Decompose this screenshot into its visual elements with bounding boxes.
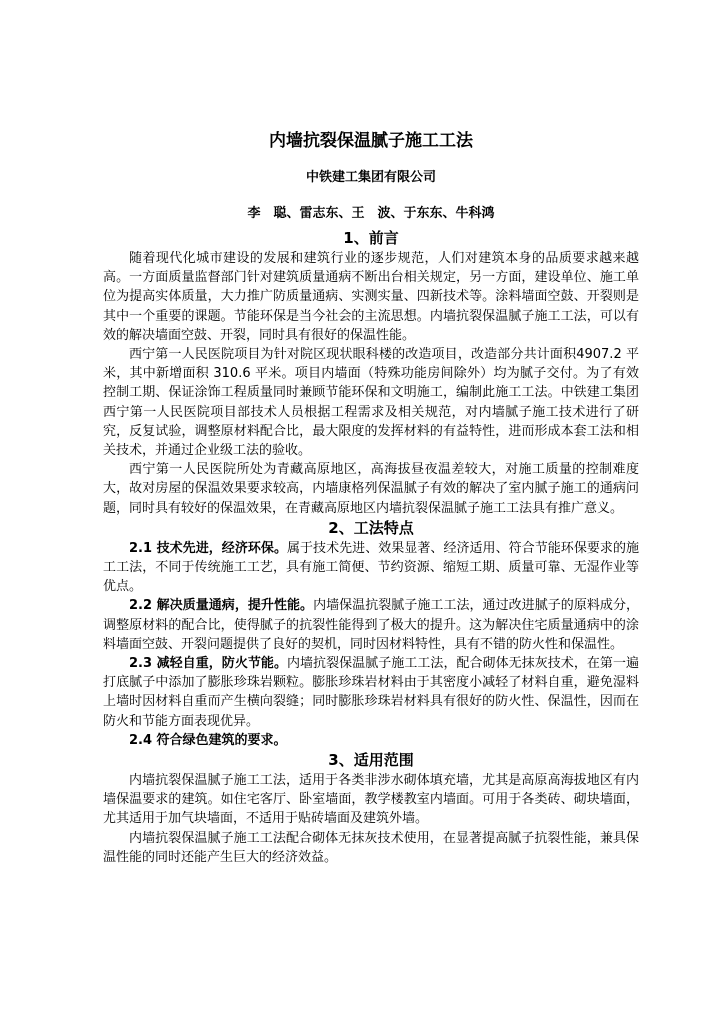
item-text: 内墙保温抗裂腻子施工工法，通过改进腻子的原料成分，调整原材料的配合比，使得腻子的抗裂性能得到了极大的提升。这为解决住宅质量通病中的涂料墙面空鼓、开裂问题提供了良好的契机，同时因材料特性，具有不错的防火性和保温性。 [103,598,639,652]
paragraph: 随着现代化城市建设的发展和建筑行业的逐步规范，人们对建筑本身的品质要求越来越高。一方面质量监督部门针对建筑质量通病不断出台相关规定，另一方面，建设单位、施工单位为提高实体质量，大力推广防质量通病、实测实量、四新技术等。涂料墙面空鼓、开裂则是其中一个重要的课题。节能环保是当今社会的主流思想。内墙抗裂保温腻子施工工法，可以有效的解决墙面空鼓、开裂，同时具有很好的保温性能。 [103,251,639,343]
paragraph: 西宁第一人民医院所处为青藏高原地区，高海拔昼夜温差较大，对施工质量的控制难度大，故对房屋的保温效果要求较高，内墙康格列保温腻子有效的解决了室内腻子施工的通病问题，同时具有较好的保温效果，在青藏高原地区内墙抗裂保温腻子施工工法具有推广意义。 [103,462,639,516]
authors: 李 聪、雷志东、王 波、于东东、牛科鸿 [247,206,495,221]
paragraph: 内墙抗裂保温腻子施工工法，适用于各类非涉水砌体填充墙，尤其是高原高海拔地区有内墙保温要求的建筑。如住宅客厅、卧室墙面，教学楼教室内墙面。可用于各类砖、砌块墙面，尤其适用于加气块墙面，不适用于贴砖墙面及建筑外墙。 [103,773,639,827]
section-heading-2: 2、工法特点 [328,518,414,537]
item-text: 属于技术先进、效果显著、经济适用、符合节能环保要求的施工工法，不同于传统施工工艺，具有施工简便、节约资源、缩短工期、质量可靠、无湿作业等优点。 [103,540,639,595]
list-item [103,654,639,731]
organization: 中铁建工集团有限公司 [305,170,436,185]
item-lead: 2.3 减轻自重，防火节能。 [129,656,287,672]
item-lead: 2.4 符合绿色建筑的要求。 [129,732,287,748]
document-page [103,128,639,867]
paragraph: 内墙抗裂保温腻子施工工法配合砌体无抹灰技术使用，在显著提高腻子抗裂性能，兼具保温性能的同时还能产生巨大的经济效益。 [103,830,639,865]
list-item [103,596,639,654]
section-heading-1: 1、前言 [343,229,399,247]
item-lead: 2.1 技术先进，经济环保。 [129,540,287,556]
section-heading-3: 3、适用范围 [328,751,414,770]
paragraph: 西宁第一人民医院项目为针对院区现状眼科楼的改造项目，改造部分共计面积4907.2 平米，其中新增面积 310.6 平米。项目内墙面（特殊功能房间除外）均为腻子交付。为了有效控制工期、保证涂饰工程质量同时兼顾节能环保和文明施工，编制此施工工法。中铁建工集团西宁第一人民医院项目部技术人员根据工程需求及相关规范，对内墙腻子施工技术进行了研究，反复试验，调整原材料配合比，最大限度的发挥材料的有益特性，进而形成本套工法和相关技术，并通过企业级工法的验收。 [103,347,639,459]
list-item [103,539,639,597]
item-text: 内墙抗裂保温腻子施工工法，配合砌体无抹灰技术，在第一遍打底腻子中添加了膨胀珍珠岩颗粒。膨胀珍珠岩材料由于其密度小减轻了材料自重，避免湿料上墙时因材料自重而产生横向裂缝；同时膨胀珍珠岩材料具有很好的防火性、保温性，因而在防火和节能方面表现优异。 [103,656,639,729]
item-lead: 2.2 解决质量通病，提升性能。 [129,598,314,614]
list-item [103,731,639,750]
document-title: 内墙抗裂保温腻子施工工法 [269,131,473,151]
